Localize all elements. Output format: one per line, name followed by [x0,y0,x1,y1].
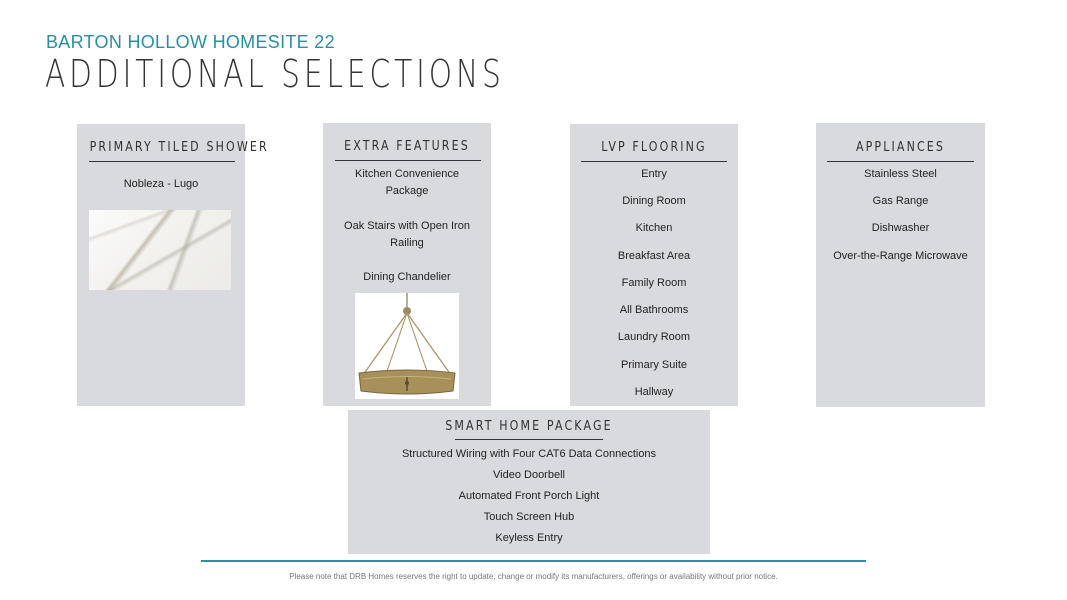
panel-heading: PRIMARY TILED SHOWER [89,140,269,155]
list-item: Family Room [621,277,687,289]
panel-heading: APPLIANCES [855,140,946,155]
chandelier-icon [355,293,459,399]
list-item: Primary Suite [620,359,688,371]
list-item: Kitchen [635,222,673,234]
heading-divider [827,161,974,162]
page-title: ADDITIONAL SELECTIONS [45,52,505,96]
marble-tile-image [89,210,231,290]
heading-divider [455,439,603,440]
footer-divider [201,560,866,562]
lvp-flooring-panel [570,124,738,406]
list-item: Laundry Room [617,331,691,343]
heading-divider [581,161,727,162]
list-item: Dishwasher [871,222,930,234]
list-item: Structured Wiring with Four CAT6 Data Connections [401,448,657,460]
heading-divider [335,160,481,161]
list-item: Automated Front Porch Light [458,490,600,502]
list-item: Dining Room [622,195,686,207]
smart-home-package-panel [348,410,710,554]
list-item: Entry [641,168,667,180]
panel-heading: EXTRA FEATURES [344,139,470,154]
panel-heading: SMART HOME PACKAGE [445,419,613,434]
list-item: Nobleza - Lugo [123,178,199,190]
list-item: Gas Range [872,195,929,207]
list-item: Oak Stairs with Open Iron [344,220,470,232]
list-item: Breakfast Area [617,250,691,262]
list-item: Keyless Entry [495,532,563,544]
panel-heading: LVP FLOORING [601,140,707,155]
primary-tiled-shower-panel [77,124,269,406]
list-item: Video Doorbell [493,469,565,481]
list-item: Dining Chandelier [363,271,451,283]
list-item: Touch Screen Hub [483,511,575,523]
page-subtitle: BARTON HOLLOW HOMESITE 22 [46,32,335,52]
list-item: Over-the-Range Microwave [833,250,968,262]
list-item: Kitchen Convenience [355,168,459,180]
list-item: Package [385,185,429,197]
chandelier-image [355,293,459,399]
heading-divider [89,161,235,162]
list-item: Hallway [634,386,674,398]
extra-features-panel [323,123,491,406]
disclaimer-text: Please note that DRB Homes reserves the right to update, change or modify its manufacturers, offerings or availability without prior notice. [289,572,778,581]
list-item: All Bathrooms [619,304,689,316]
list-item: Railing [390,237,424,249]
list-item: Stainless Steel [864,168,937,180]
appliances-panel [816,123,985,407]
